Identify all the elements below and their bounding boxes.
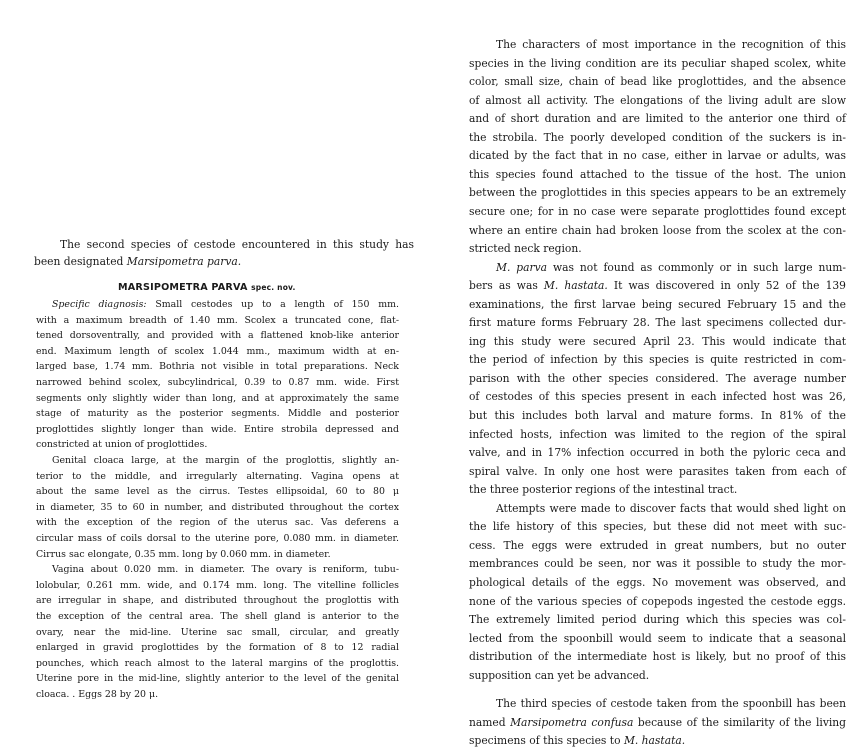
- text-run: The extremely limited period during which this species was col-: [469, 613, 846, 627]
- text-run: of cestodes of this species present in each infected host was 26,: [469, 390, 846, 404]
- body-line: [36, 659, 399, 668]
- text-run: the three posterior regions of the intestinal tract.: [469, 483, 738, 497]
- text-run: been designated: [34, 255, 127, 268]
- body-line: [469, 615, 846, 626]
- italic-text: M. parva: [496, 260, 548, 274]
- body-line: [469, 631, 846, 645]
- body-line: [52, 565, 399, 574]
- text-run: proglottides slightly longer than wide. Entire strobila depressed and: [36, 423, 399, 435]
- body-line: [36, 690, 399, 699]
- body-line: [469, 464, 846, 478]
- body-line: [36, 409, 399, 418]
- body-line: [469, 114, 846, 125]
- body-line: [469, 355, 846, 366]
- body-line: [469, 318, 846, 329]
- heading-subtitle: spec. nov.: [251, 283, 296, 292]
- body-line: [469, 427, 846, 441]
- body-line: [36, 487, 399, 496]
- diagnosis-label: Specific diagnosis:: [52, 299, 147, 310]
- text-run: The third species of cestode taken from the spoonbill has been: [496, 697, 846, 711]
- text-run: examinations, the first larvae being secured February 15 and the: [469, 297, 846, 311]
- text-run: membrances could be seen, nor was it possible to study the mor-: [469, 557, 846, 571]
- body-line: [36, 440, 399, 449]
- body-line: [36, 394, 399, 403]
- body-line: [496, 260, 846, 274]
- body-line: [36, 628, 399, 637]
- text-run: Small cestodes up to a length of 150 mm.: [146, 299, 399, 310]
- body-line: [469, 167, 846, 181]
- body-line: [36, 362, 399, 371]
- body-line: [469, 77, 846, 88]
- text-run: It was discovered in only 52 of the 139: [607, 279, 846, 293]
- text-run: the exception of the central area. The shell gland is anterior to the: [36, 611, 399, 622]
- text-run: in diameter, 35 to 60 in number, and distributed throughout the cortex: [36, 501, 399, 513]
- text-run: the period of infection by this species is quite restricted in com-: [469, 353, 846, 367]
- body-line: [469, 223, 846, 237]
- text-run: ovary, near the mid-line. Uterine sac small, circular, and greatly: [36, 626, 399, 638]
- text-run: enlarged in gravid proglottides by the formation of 8 to 12 radial: [36, 642, 399, 654]
- body-line: [469, 668, 846, 682]
- italic-text: M. hastata.: [623, 734, 686, 747]
- text-run: cloaca. . Eggs 28 by 20 μ.: [36, 689, 159, 700]
- text-run: segments only slightly wider than long, and at approximately the same: [36, 392, 399, 404]
- intro-line: [60, 240, 414, 251]
- intro-line: [34, 257, 414, 268]
- body-line: [36, 378, 399, 387]
- text-run: first mature forms February 28. The last specimens collected dur-: [469, 316, 846, 330]
- text-run: with the exception of the region of the uterus sac. Vas deferens a: [36, 517, 399, 529]
- body-line: [36, 425, 399, 434]
- body-line: [469, 130, 846, 144]
- text-run: about the same level as the cirrus. Testes ellipsoidal, 60 to 80 μ: [36, 486, 399, 498]
- text-run: stricted neck region.: [469, 242, 582, 256]
- body-line: [469, 188, 846, 199]
- text-run: between the proglottides in this species appears to be an extremely: [469, 186, 846, 200]
- text-run: none of the various species of copepods ingested the cestode eggs.: [469, 594, 846, 608]
- section-heading: [118, 283, 296, 293]
- text-run: Attempts were made to discover facts that would shed light on: [496, 501, 846, 515]
- body-line: [36, 331, 399, 340]
- text-run: with a maximum breadth of 1.40 mm. Scolex a truncated cone, flat-: [36, 314, 399, 326]
- body-line: [52, 300, 399, 309]
- body-line: [469, 538, 846, 552]
- body-line: [469, 204, 846, 218]
- body-line: [469, 411, 846, 422]
- body-line: [36, 643, 399, 652]
- text-run: larged base, 1.74 mm. Bothria not visible in total preparations. Neck: [36, 361, 399, 373]
- italic-text: Marsipometra confusa: [510, 715, 634, 729]
- left-page: [0, 0, 440, 700]
- body-line: [36, 612, 399, 621]
- body-line: [36, 550, 399, 559]
- text-run: pounches, which reach almost to the lateral margins of the proglottis.: [36, 657, 399, 669]
- body-line: [36, 534, 399, 543]
- text-run: the life history of this species, but these did not meet with suc-: [469, 520, 846, 534]
- text-run: ing this study were secured April 23. This would indicate that: [469, 334, 846, 348]
- text-run: because of the similarity of the living: [633, 715, 847, 729]
- text-run: and of short duration and are limited to the anterior one third of: [469, 112, 846, 126]
- italic-text: Marsipometra parva.: [126, 255, 242, 268]
- text-run: was not found as commonly or in such large num-: [547, 260, 846, 274]
- text-run: Uterine pore in the mid-line, slightly anterior to the level of the genital: [36, 673, 399, 685]
- text-run: this species found attached to the tissue of the host. The union: [469, 167, 846, 181]
- body-line: [469, 575, 846, 589]
- body-line: [469, 56, 846, 70]
- text-run: are irregular in shape, and distributed throughout the proglottis with: [36, 595, 399, 607]
- italic-text: M. hastata.: [543, 279, 608, 293]
- body-line: [36, 347, 399, 356]
- text-run: but this includes both larval and mature forms. In 81% of the: [469, 409, 846, 422]
- text-run: of almost all activity. The elongations of the living adult are slow: [469, 93, 846, 107]
- body-line: [469, 392, 846, 403]
- body-line: [469, 522, 846, 533]
- text-run: phological details of the eggs. No movement was observed, and: [469, 575, 846, 589]
- text-run: Genital cloaca large, at the margin of the proglottis, slightly an-: [52, 455, 399, 466]
- text-run: named: [469, 715, 511, 729]
- text-run: spiral valve. In only one host were parasites taken from each of: [469, 464, 846, 478]
- text-run: the strobila. The poorly developed condition of the suckers is in-: [469, 130, 846, 144]
- body-line: [36, 503, 399, 512]
- text-run: Vagina about 0.020 mm. in diameter. The ovary is reniform, tubu-: [52, 564, 399, 576]
- text-run: supposition can yet be advanced.: [469, 668, 650, 682]
- body-line: [469, 334, 846, 348]
- text-run: tened dorsoventrally, and provided with a flattened knob-like anterior: [36, 330, 399, 342]
- body-line: [36, 472, 399, 481]
- text-run: distribution of the intermediate host is likely, but no proof of this: [469, 650, 846, 664]
- text-run: narrowed behind scolex, subcylindrical, 0.39 to 0.87 mm. wide. First: [36, 377, 399, 388]
- text-run: stage of maturity as the posterior segments. Middle and posterior: [36, 408, 399, 420]
- body-line: [469, 244, 846, 255]
- body-line: [469, 151, 846, 162]
- body-line: [36, 581, 399, 590]
- body-line: [36, 316, 399, 325]
- text-run: species in the living condition are its peculiar shaped scolex, white: [469, 56, 846, 70]
- text-run: bers as was: [469, 279, 544, 293]
- body-line: [496, 699, 846, 710]
- body-line: [469, 297, 846, 311]
- body-line: [469, 93, 846, 107]
- body-line: [469, 448, 846, 459]
- text-run: cess. The eggs were extruded in great numbers, but no outer: [469, 538, 846, 552]
- text-run: specimens of this species to: [469, 734, 624, 747]
- text-run: constricted at union of proglottides.: [36, 439, 208, 451]
- body-line: [36, 674, 399, 683]
- body-line: [469, 715, 847, 729]
- text-run: terior to the middle, and irregularly alternating. Vagina opens at: [36, 470, 399, 482]
- text-run: where an entire chain had broken loose from the scolex at the con-: [469, 223, 846, 237]
- body-line: [496, 501, 846, 515]
- body-line: [496, 40, 846, 51]
- body-line: [52, 456, 399, 465]
- text-run: Cirrus sac elongate, 0.35 mm. long by 0.060 mm. in diameter.: [36, 548, 331, 560]
- text-run: circular mass of coils dorsal to the uterine pore, 0.080 mm. in diameter.: [36, 533, 399, 544]
- right-page: [440, 0, 863, 747]
- text-run: secure one; for in no case were separate proglottides found except: [469, 204, 846, 218]
- body-line: [469, 594, 846, 608]
- body-line: [469, 371, 846, 385]
- body-line: [469, 736, 846, 747]
- text-run: lolobular, 0.261 mm. wide, and 0.174 mm. long. The vitelline follicles: [36, 579, 399, 591]
- body-line: [469, 652, 846, 663]
- text-run: color, small size, chain of bead like proglottides, and the absence: [469, 75, 846, 89]
- text-run: parison with the other species considered. The average number: [469, 371, 846, 385]
- text-run: end. Maximum length of scolex 1.044 mm., maximum width at en-: [36, 345, 399, 357]
- text-run: valve, and in 17% infection occurred in both the pyloric ceca and: [469, 446, 846, 460]
- body-line: [469, 281, 846, 292]
- body-line: [36, 518, 399, 527]
- text-run: The characters of most importance in the recognition of this: [496, 38, 846, 51]
- body-line: [36, 596, 399, 605]
- heading-title: MARSIPOMETRA PARVA: [118, 282, 248, 293]
- text-run: dicated by the fact that in no case, either in larvae or adults, was: [469, 149, 846, 163]
- body-line: [469, 559, 846, 570]
- text-run: infected hosts, infection was limited to the region of the spiral: [469, 427, 846, 441]
- body-line: [469, 485, 846, 496]
- text-run: The second species of cestode encountered in this study has: [60, 238, 414, 251]
- text-run: lected from the spoonbill would seem to indicate that a seasonal: [469, 631, 846, 645]
